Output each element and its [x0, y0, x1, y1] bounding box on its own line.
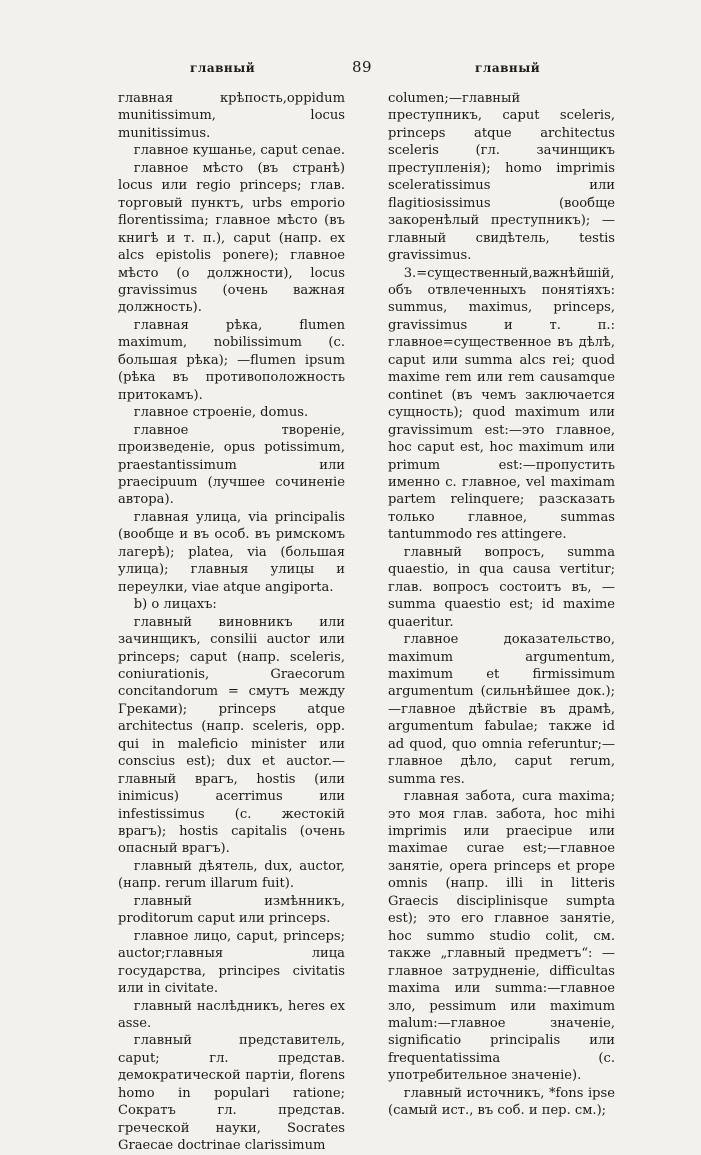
page-number: 89 [352, 58, 373, 76]
section-subheading: b) о лицахъ: [133, 597, 217, 613]
running-head-right: главный [475, 61, 541, 75]
dictionary-entry: главный измѣнникъ, proditorum caput или princeps. [118, 893, 345, 927]
dictionary-entry: главное строеніе, domus. [133, 405, 309, 421]
dictionary-entry: columen;—главный преступникъ, caput sceleris, princeps atque architectus sceleris (гл. зачинщикъ преступленія); homo imprimis sceleratissimus или flagitiosissimus (вообще закоренѣлый преступникъ); — главный свидѣтель, testis gravissimus. [388, 91, 615, 264]
dictionary-entry: главный вопросъ, summa quaestio, in qua causa vertitur; глав. вопросъ состоитъ въ, — summa quaestio est; id maxime quaeritur. [388, 544, 615, 630]
dictionary-entry: главный наслѣдникъ, heres ex asse. [118, 998, 345, 1032]
dictionary-entry: главная улица, via principalis (вообще и въ особ. въ римскомъ лагерѣ); platea, via (большая улица); главныя улицы и переулки, viae atque angiporta. [118, 509, 345, 595]
dictionary-entry: 3.=существенный,важнѣйшій, объ отвлеченныхъ понятіяхъ: summus, maximus, princeps, gravissimus и т. п.: главное=существенное въ дѣлѣ, caput или summa alcs rei; quod maxime rem или rem causamque continet (въ чемъ заключается сущность); quod maximum или gravissimum est:—это главное, hoc caput est, hoc maximum или primum est:—пропустить именно с. главное, vel maximam partem relinquere; разсказать только главное, summas tantummodo res attingere. [388, 265, 615, 543]
dictionary-entry: главное твореніе, произведеніе, opus potissimum, praestantissimum или praecipuum (лучшее сочиненіе автора). [118, 422, 345, 508]
dictionary-entry: главное доказательство, maximum argumentum, maximum et firmissimum argumentum (сильнѣйшее док.);—главное дѣйствіе въ драмѣ, argumentum fabulae; также id ad quod, quo omnia referuntur;—главное дѣло, caput rerum, summa res. [388, 632, 615, 787]
dictionary-entry: главная рѣка, flumen maximum, nobilissimum (с. большая рѣка); —flumen ipsum (рѣка въ противоположность притокамъ). [118, 317, 345, 403]
dictionary-entry: главное мѣсто (въ странѣ) locus или regio princeps; глав. торговый пунктъ, urbs emporio florentissima; главное мѣсто (въ книгѣ и т. п.), caput (напр. ex alcs epistolis ponere); главное мѣсто (о должности), locus gravissimus (очень важная должность). [118, 160, 345, 316]
dictionary-entry: главный дѣятель, dux, auctor, (напр. rerum illarum fuit). [118, 858, 345, 892]
dictionary-entry: главное кушанье, caput cenae. [133, 143, 346, 159]
left-column [118, 90, 345, 1155]
running-head-left: главный [190, 61, 256, 75]
dictionary-entry: главный виновникъ или зачинщикъ, consilii auctor или princeps; caput (напр. sceleris, coniurationis, Graecorum concitandorum = смутъ между Греками); princeps atque architectus (напр. sceleris, opp. qui in maleficio minister или conscius est); dux et auctor.—главный врагъ, hostis (или inimicus) acerrimus или infestissimus (с. жестокій врагъ); hostis capitalis (очень опасный врагъ). [118, 614, 345, 857]
dictionary-entry: главный представитель, caput; гл. представ. демократической партіи, florens homo in populari ratione; Сократъ гл. представ. греческой науки, Socrates Graecae doctrinae clarissimum [118, 1033, 345, 1154]
dictionary-entry: главное лицо, caput, princeps; auctor;главныя лица государства, principes civitatis или in civitate. [118, 928, 345, 997]
right-column [388, 90, 615, 1120]
dictionary-entry: главный источникъ, *fons ipse (самый ист., въ соб. и пер. см.); [388, 1085, 615, 1119]
dictionary-entry: главная крѣпость,oppidum munitissimum, locus munitissimus. [118, 91, 345, 141]
dictionary-entry: главная забота, cura maxima; это моя глав. забота, hoc mihi imprimis или praecipue или maximae curae est;—главное занятіе, opera princeps et prope omnis (напр. illi in litteris Graecis disciplinisque sumpta est); это его главное занятіе, hoc summo studio colit, см. также „главный предметъ“: — главное затрудненіе, difficultas maxima или summa:—главное зло, pessimum или maximum malum:—главное значеніе, significatio principalis или frequentatissima (с. употребительное значеніе). [388, 789, 615, 1084]
